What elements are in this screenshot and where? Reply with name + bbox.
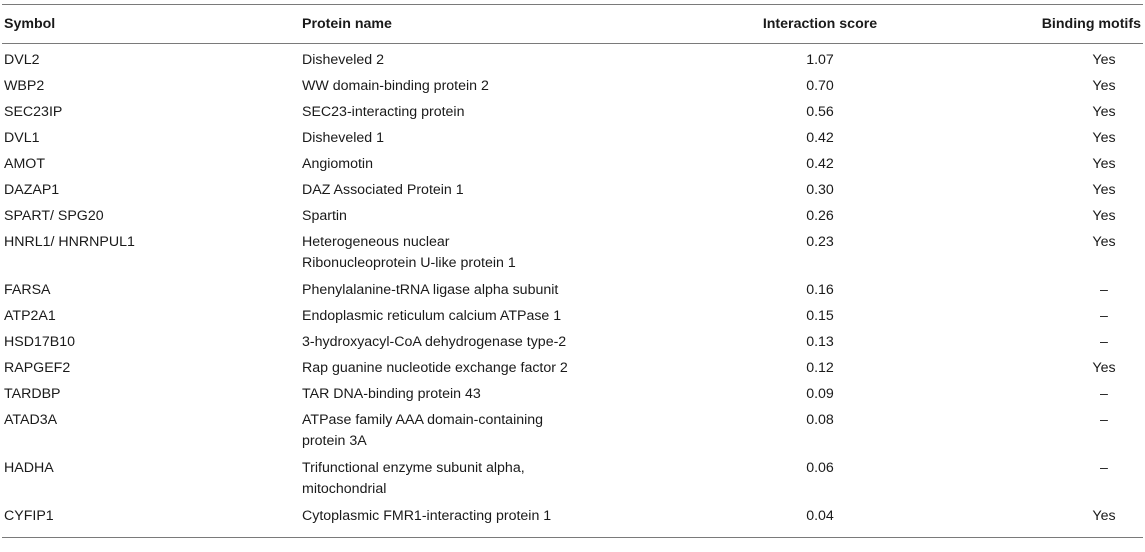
cell-binding-motif: – <box>1100 412 1108 428</box>
cell-protein-name <box>300 506 655 538</box>
cell-protein-name <box>300 44 655 77</box>
cell-symbol: CYFIP1 <box>4 508 54 524</box>
header-binding-motifs: Binding motifs <box>1041 16 1141 32</box>
protein-name-line: Spartin <box>302 208 347 224</box>
cell-interaction-score: 0.42 <box>806 130 834 146</box>
protein-name-line: Heterogeneous nuclear <box>302 234 450 250</box>
cell-interaction-score: 0.12 <box>806 360 834 376</box>
cell-interaction-score: 0.06 <box>806 460 834 476</box>
table-row <box>2 306 1143 332</box>
cell-binding-motif: – <box>1100 282 1108 298</box>
cell-interaction-score: 0.30 <box>806 182 834 198</box>
protein-name-line: Endoplasmic reticulum calcium ATPase 1 <box>302 308 562 324</box>
cell-binding-motif: Yes <box>1092 182 1116 198</box>
cell-binding-motif: – <box>1100 460 1108 476</box>
cell-protein-name <box>300 128 655 154</box>
table-row <box>2 206 1143 232</box>
table-row <box>2 410 1143 458</box>
cell-binding-motif: Yes <box>1092 104 1116 120</box>
table-row <box>2 358 1143 384</box>
table-row <box>2 280 1143 306</box>
cell-symbol: ATAD3A <box>4 412 58 428</box>
cell-binding-motif: Yes <box>1092 208 1116 224</box>
cell-protein-name <box>300 206 655 232</box>
cell-symbol: ATP2A1 <box>4 308 56 324</box>
protein-name-line: Disheveled 1 <box>302 130 385 146</box>
cell-interaction-score: 0.15 <box>806 308 834 324</box>
table-row <box>2 76 1143 102</box>
table-row <box>2 458 1143 506</box>
cell-binding-motif: Yes <box>1092 156 1116 172</box>
cell-protein-name <box>300 458 655 506</box>
header-symbol: Symbol <box>4 16 56 32</box>
table-row <box>2 332 1143 358</box>
protein-name-line: Disheveled 2 <box>302 52 385 68</box>
header-interaction-score: Interaction score <box>762 16 878 32</box>
cell-protein-name <box>300 410 655 458</box>
protein-name-line: TAR DNA-binding protein 43 <box>302 386 481 402</box>
cell-interaction-score: 0.23 <box>806 234 834 250</box>
cell-binding-motif: Yes <box>1092 234 1116 250</box>
protein-name-line: Ribonucleoprotein U-like protein 1 <box>302 255 516 271</box>
cell-protein-name <box>300 102 655 128</box>
cell-interaction-score: 0.13 <box>806 334 834 350</box>
cell-binding-motif: Yes <box>1092 360 1116 376</box>
cell-protein-name <box>300 76 655 102</box>
protein-name-line: Cytoplasmic FMR1-interacting protein 1 <box>302 508 552 524</box>
cell-interaction-score: 1.07 <box>806 52 834 68</box>
cell-protein-name <box>300 384 655 410</box>
cell-interaction-score: 0.09 <box>806 386 834 402</box>
cell-protein-name <box>300 280 655 306</box>
cell-interaction-score: 0.16 <box>806 282 834 298</box>
cell-protein-name <box>300 358 655 384</box>
protein-name-line: mitochondrial <box>302 481 387 497</box>
table-header <box>2 5 1143 44</box>
table-row <box>2 180 1143 206</box>
cell-binding-motif: Yes <box>1092 78 1116 94</box>
interaction-table-container <box>0 4 1145 538</box>
cell-interaction-score: 0.42 <box>806 156 834 172</box>
table-row <box>2 154 1143 180</box>
cell-symbol: DVL2 <box>4 52 40 68</box>
cell-binding-motif: – <box>1100 386 1108 402</box>
cell-interaction-score: 0.26 <box>806 208 834 224</box>
cell-symbol: AMOT <box>4 156 45 172</box>
cell-binding-motif: Yes <box>1092 508 1116 524</box>
cell-protein-name <box>300 232 655 280</box>
cell-interaction-score: 0.70 <box>806 78 834 94</box>
cell-binding-motif: Yes <box>1092 52 1116 68</box>
table-row <box>2 44 1143 77</box>
cell-symbol: TARDBP <box>4 386 61 402</box>
protein-name-line: Trifunctional enzyme subunit alpha, <box>302 460 525 476</box>
protein-name-line: Angiomotin <box>302 156 373 172</box>
cell-symbol: RAPGEF2 <box>4 360 71 376</box>
cell-interaction-score: 0.56 <box>806 104 834 120</box>
table-body <box>2 44 1143 538</box>
cell-binding-motif: – <box>1100 308 1108 324</box>
protein-name-line: DAZ Associated Protein 1 <box>302 182 464 198</box>
cell-binding-motif: – <box>1100 334 1108 350</box>
protein-name-line: SEC23-interacting protein <box>302 104 465 120</box>
cell-symbol: HADHA <box>4 460 54 476</box>
table-row <box>2 128 1143 154</box>
cell-symbol: SPART/ SPG20 <box>4 208 104 224</box>
cell-symbol: FARSA <box>4 282 51 298</box>
cell-protein-name <box>300 306 655 332</box>
cell-symbol: DAZAP1 <box>4 182 60 198</box>
cell-protein-name <box>300 154 655 180</box>
protein-name-line: Phenylalanine-tRNA ligase alpha subunit <box>302 282 559 298</box>
protein-name-line: protein 3A <box>302 433 367 449</box>
header-row <box>2 5 1143 44</box>
table-row <box>2 384 1143 410</box>
protein-name-line: WW domain-binding protein 2 <box>302 78 489 94</box>
cell-symbol: HNRL1/ HNRNPUL1 <box>4 234 135 250</box>
table-row <box>2 506 1143 538</box>
cell-binding-motif: Yes <box>1092 130 1116 146</box>
cell-symbol: HSD17B10 <box>4 334 75 350</box>
cell-protein-name <box>300 180 655 206</box>
protein-name-line: 3-hydroxyacyl-CoA dehydrogenase type-2 <box>302 334 567 350</box>
cell-symbol: WBP2 <box>4 78 45 94</box>
table-row <box>2 102 1143 128</box>
table-row <box>2 232 1143 280</box>
cell-symbol: DVL1 <box>4 130 40 146</box>
cell-protein-name <box>300 332 655 358</box>
protein-interaction-table <box>2 4 1143 538</box>
protein-name-line: ATPase family AAA domain-containing <box>302 412 544 428</box>
cell-interaction-score: 0.04 <box>806 508 834 524</box>
header-protein-name: Protein name <box>302 16 392 32</box>
protein-name-line: Rap guanine nucleotide exchange factor 2 <box>302 360 568 376</box>
cell-interaction-score: 0.08 <box>806 412 834 428</box>
cell-symbol: SEC23IP <box>4 104 63 120</box>
